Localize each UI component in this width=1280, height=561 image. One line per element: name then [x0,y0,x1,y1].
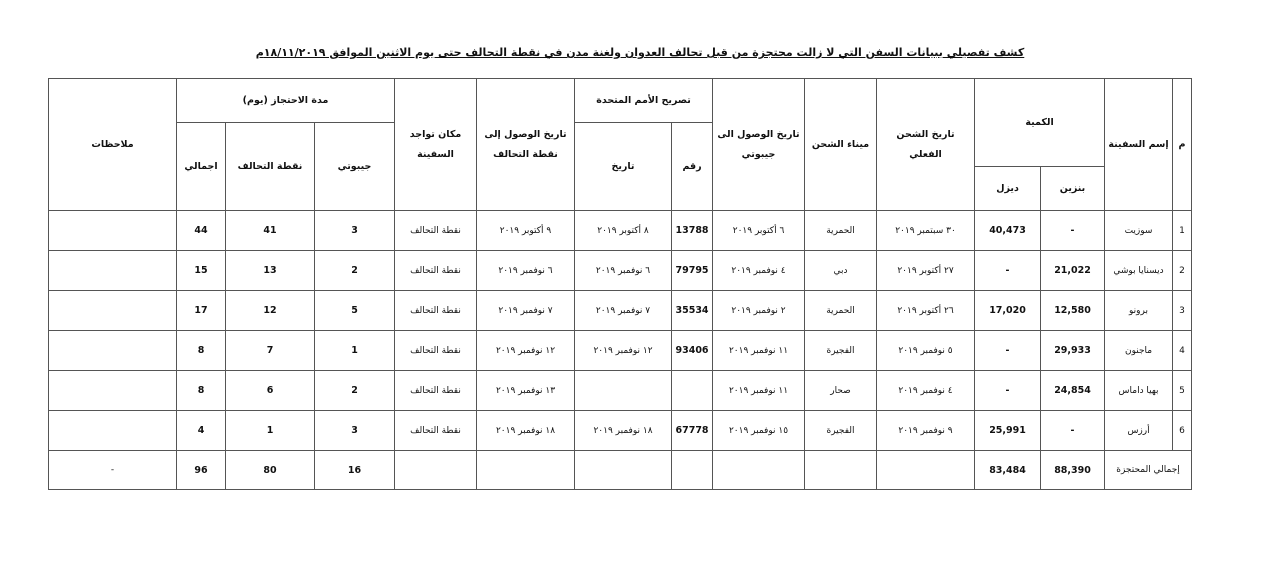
cell-total-days: 4 [177,411,226,451]
totals-total-days: 96 [177,451,226,490]
cell-diesel: 25,991 [975,411,1041,451]
cell-coalition-arrival: ٧ نوفمبر ٢٠١٩ [477,291,575,331]
cell-diesel: 17,020 [975,291,1041,331]
cell-serial: 3 [1173,291,1192,331]
header-total-days: اجمالي [177,123,226,211]
totals-empty-cell [395,451,477,490]
cell-djibouti-arrival: ١١ نوفمبر ٢٠١٩ [713,331,805,371]
header-serial: م [1173,79,1192,211]
cell-permit-date: ١٨ نوفمبر ٢٠١٩ [575,411,672,451]
cell-total-days: 17 [177,291,226,331]
totals-notes: - [49,451,177,490]
cell-diesel: 40,473 [975,211,1041,251]
cell-total-days: 44 [177,211,226,251]
cell-loading-date: ٥ نوفمبر ٢٠١٩ [877,331,975,371]
header-permit-date: تاريخ [575,123,672,211]
cell-notes [49,411,177,451]
cell-diesel: - [975,371,1041,411]
cell-coalition-days: 6 [226,371,315,411]
cell-ship-name: بهيا داماس [1105,371,1173,411]
totals-diesel: 83,484 [975,451,1041,490]
cell-coalition-days: 12 [226,291,315,331]
cell-location: نقطة التحالف [395,371,477,411]
cell-permit-number: 79795 [672,251,713,291]
cell-permit-number [672,371,713,411]
cell-coalition-days: 7 [226,331,315,371]
cell-loading-date: ٤ نوفمبر ٢٠١٩ [877,371,975,411]
cell-coalition-arrival: ١٨ نوفمبر ٢٠١٩ [477,411,575,451]
document-title: كشف تفصيلي ببيانات السفن التي لا زالت محتجزة من قبل تحالف العدوان ولغنة مدن في نقطة التحالف حتى يوم الاثنين الموافق ١٨/١١/٢٠١٩م [255,46,1025,59]
cell-notes [49,251,177,291]
cell-notes [49,291,177,331]
cell-serial: 4 [1173,331,1192,371]
cell-location: نقطة التحالف [395,211,477,251]
cell-coalition-days: 41 [226,211,315,251]
cell-gasoline: 29,933 [1041,331,1105,371]
totals-empty-cell [575,451,672,490]
cell-loading-port: دبي [805,251,877,291]
cell-ship-name: أرزس [1105,411,1173,451]
header-coalition-arrival: تاريخ الوصول إلى نقطة التحالف [477,79,575,211]
cell-location: نقطة التحالف [395,251,477,291]
totals-djibouti-days: 16 [315,451,395,490]
cell-djibouti-arrival: ٦ أكتوبر ٢٠١٩ [713,211,805,251]
cell-djibouti-arrival: ٢ نوفمبر ٢٠١٩ [713,291,805,331]
cell-total-days: 15 [177,251,226,291]
table-row [49,331,1192,371]
cell-coalition-arrival: ٩ أكتوبر ٢٠١٩ [477,211,575,251]
cell-loading-port: الفجيرة [805,411,877,451]
cell-total-days: 8 [177,331,226,371]
totals-coalition-days: 80 [226,451,315,490]
header-djibouti-days: جيبوتي [315,123,395,211]
cell-serial: 5 [1173,371,1192,411]
cell-loading-port: صحار [805,371,877,411]
cell-serial: 2 [1173,251,1192,291]
header-loading-port: ميناء الشحن [805,79,877,211]
cell-permit-number: 13788 [672,211,713,251]
cell-diesel: - [975,251,1041,291]
cell-gasoline: - [1041,411,1105,451]
cell-loading-port: الفجيرة [805,331,877,371]
totals-empty-cell [805,451,877,490]
cell-location: نقطة التحالف [395,291,477,331]
cell-permit-date: ٨ أكتوبر ٢٠١٩ [575,211,672,251]
cell-serial: 6 [1173,411,1192,451]
totals-empty-cell [477,451,575,490]
header-detention-period: مدة الاحتجاز (يوم) [177,79,395,123]
cell-coalition-arrival: ١٢ نوفمبر ٢٠١٩ [477,331,575,371]
table-row [49,251,1192,291]
cell-permit-number: 35534 [672,291,713,331]
cell-djibouti-days: 2 [315,371,395,411]
cell-serial: 1 [1173,211,1192,251]
cell-djibouti-days: 5 [315,291,395,331]
totals-empty-cell [877,451,975,490]
header-un-permit: تصريح الأمم المتحدة [575,79,713,123]
cell-loading-date: ٢٧ أكتوبر ٢٠١٩ [877,251,975,291]
cell-ship-name: برونو [1105,291,1173,331]
cell-loading-port: الحمرية [805,291,877,331]
cell-djibouti-arrival: ٤ نوفمبر ٢٠١٩ [713,251,805,291]
table-header [49,79,1192,211]
cell-notes [49,371,177,411]
table-row [49,291,1192,331]
header-quantity: الكمية [975,79,1105,167]
cell-loading-date: ٢٦ أكتوبر ٢٠١٩ [877,291,975,331]
table-row [49,211,1192,251]
header-loading-date: تاريخ الشحن الفعلي [877,79,975,211]
cell-notes [49,331,177,371]
table-row [49,371,1192,411]
cell-location: نقطة التحالف [395,411,477,451]
detained-ships-table [48,78,1192,490]
totals-empty-cell [713,451,805,490]
cell-ship-name: سوزيت [1105,211,1173,251]
header-notes: ملاحظات [49,79,177,211]
cell-loading-port: الحمرية [805,211,877,251]
cell-gasoline: - [1041,211,1105,251]
totals-empty-cell [672,451,713,490]
cell-coalition-arrival: ١٣ نوفمبر ٢٠١٩ [477,371,575,411]
cell-gasoline: 12,580 [1041,291,1105,331]
cell-permit-number: 67778 [672,411,713,451]
cell-gasoline: 21,022 [1041,251,1105,291]
header-ship-name: إسم السفينة [1105,79,1173,211]
cell-ship-name: ماجنون [1105,331,1173,371]
header-diesel: ديزل [975,167,1041,211]
cell-permit-date [575,371,672,411]
cell-loading-date: ٩ نوفمبر ٢٠١٩ [877,411,975,451]
totals-row [49,451,1192,490]
cell-total-days: 8 [177,371,226,411]
cell-notes [49,211,177,251]
cell-djibouti-arrival: ١١ نوفمبر ٢٠١٩ [713,371,805,411]
cell-location: نقطة التحالف [395,331,477,371]
header-coalition-days: نقطة التحالف [226,123,315,211]
cell-coalition-arrival: ٦ نوفمبر ٢٠١٩ [477,251,575,291]
cell-diesel: - [975,331,1041,371]
cell-djibouti-days: 3 [315,411,395,451]
cell-coalition-days: 1 [226,411,315,451]
header-gasoline: بنزين [1041,167,1105,211]
cell-permit-date: ١٢ نوفمبر ٢٠١٩ [575,331,672,371]
cell-djibouti-days: 3 [315,211,395,251]
cell-permit-date: ٦ نوفمبر ٢٠١٩ [575,251,672,291]
cell-loading-date: ٣٠ سبتمبر ٢٠١٩ [877,211,975,251]
cell-permit-date: ٧ نوفمبر ٢٠١٩ [575,291,672,331]
cell-djibouti-days: 2 [315,251,395,291]
cell-permit-number: 93406 [672,331,713,371]
cell-gasoline: 24,854 [1041,371,1105,411]
header-location: مكان تواجد السفينة [395,79,477,211]
table-row [49,411,1192,451]
totals-gasoline: 88,390 [1041,451,1105,490]
cell-djibouti-days: 1 [315,331,395,371]
header-permit-number: رقم [672,123,713,211]
totals-label: إجمالي المحتجزة [1105,451,1192,490]
cell-coalition-days: 13 [226,251,315,291]
cell-djibouti-arrival: ١٥ نوفمبر ٢٠١٩ [713,411,805,451]
cell-ship-name: ديسنايا بوشي [1105,251,1173,291]
header-djibouti-arrival: تاريخ الوصول الى جيبوتي [713,79,805,211]
